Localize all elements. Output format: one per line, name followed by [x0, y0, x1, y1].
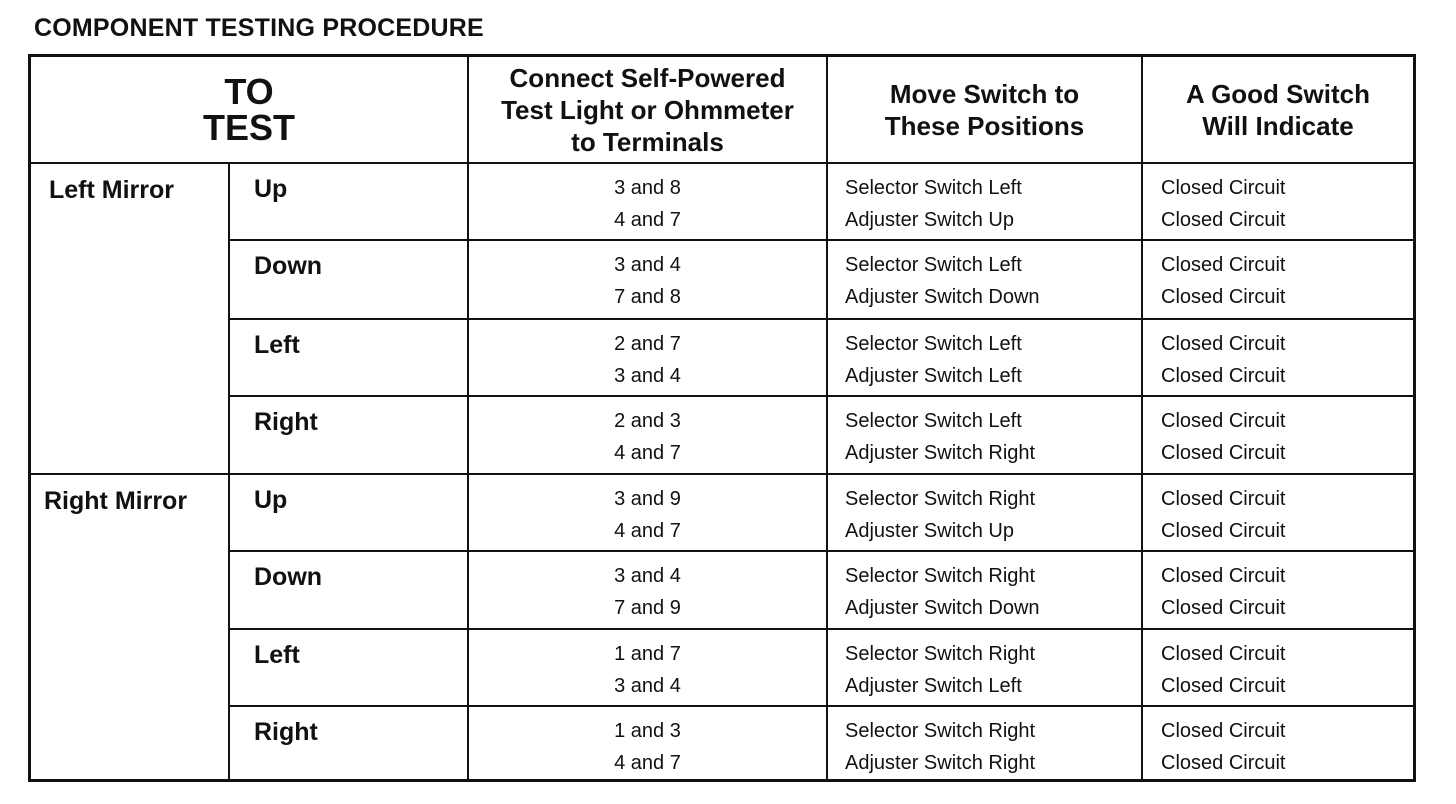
direction-label — [254, 486, 287, 515]
switch-position: Selector Switch Left — [845, 177, 1022, 199]
header-move-line1: Move Switch to — [889, 79, 1080, 109]
expected-indication: Closed Circuit — [1161, 333, 1286, 355]
terminal-pair: 7 and 8 — [614, 286, 681, 308]
expected-indications — [1161, 328, 1285, 392]
row-divider — [229, 395, 1413, 397]
expected-indications — [1161, 172, 1285, 236]
expected-indication: Closed Circuit — [1161, 254, 1286, 276]
terminal-pairs — [469, 249, 826, 313]
expected-indications — [1161, 638, 1285, 702]
column-divider-terminals — [467, 57, 469, 780]
group-divider — [31, 473, 1413, 475]
expected-indications — [1161, 560, 1285, 624]
group-name: Left Mirror — [49, 176, 174, 204]
terminal-pairs — [469, 715, 826, 779]
terminal-pair: 4 and 7 — [614, 442, 681, 464]
expected-indications — [1161, 483, 1285, 547]
switch-position: Adjuster Switch Left — [845, 675, 1022, 697]
header-connect-line3: to Terminals — [571, 127, 724, 157]
row-divider — [229, 239, 1413, 241]
direction-label — [254, 408, 318, 437]
switch-position: Adjuster Switch Left — [845, 365, 1022, 387]
header-connect-line2: Test Light or Ohmmeter — [501, 95, 794, 125]
switch-position: Adjuster Switch Up — [845, 209, 1014, 231]
switch-position: Adjuster Switch Down — [845, 286, 1040, 308]
terminal-pairs — [469, 328, 826, 392]
terminal-pair: 3 and 9 — [614, 488, 681, 510]
direction-text: Left — [254, 641, 300, 669]
header-connect-line1: Connect Self-Powered — [509, 63, 786, 93]
direction-text: Down — [254, 252, 323, 280]
direction-label — [254, 252, 322, 281]
switch-position: Selector Switch Left — [845, 254, 1022, 276]
row-divider — [229, 318, 1413, 320]
expected-indication: Closed Circuit — [1161, 209, 1286, 231]
switch-positions — [845, 483, 1035, 547]
expected-indication: Closed Circuit — [1161, 286, 1286, 308]
switch-positions — [845, 638, 1035, 702]
direction-text: Left — [254, 331, 300, 359]
expected-indication: Closed Circuit — [1161, 675, 1286, 697]
switch-position: Selector Switch Left — [845, 410, 1022, 432]
terminal-pair: 4 and 7 — [614, 209, 681, 231]
switch-position: Selector Switch Right — [845, 643, 1036, 665]
expected-indication: Closed Circuit — [1161, 177, 1286, 199]
group-name: Right Mirror — [44, 487, 188, 515]
expected-indication: Closed Circuit — [1161, 752, 1286, 774]
expected-indication: Closed Circuit — [1161, 720, 1286, 742]
direction-label — [254, 175, 287, 204]
header-good-switch — [1143, 57, 1413, 163]
switch-positions — [845, 560, 1040, 624]
switch-position: Adjuster Switch Down — [845, 597, 1040, 619]
terminal-pair: 3 and 4 — [614, 254, 681, 276]
switch-positions — [845, 328, 1022, 392]
direction-label — [254, 641, 300, 670]
switch-position: Adjuster Switch Up — [845, 520, 1014, 542]
terminal-pair: 1 and 7 — [614, 643, 681, 665]
terminal-pairs — [469, 483, 826, 547]
terminal-pair: 7 and 9 — [614, 597, 681, 619]
switch-positions — [845, 249, 1040, 313]
expected-indications — [1161, 405, 1285, 469]
expected-indication: Closed Circuit — [1161, 565, 1286, 587]
switch-position: Adjuster Switch Right — [845, 442, 1036, 464]
switch-position: Selector Switch Right — [845, 488, 1036, 510]
header-good-line1: A Good Switch — [1186, 79, 1370, 109]
header-good-line2: Will Indicate — [1202, 111, 1354, 141]
header-move-switch — [828, 57, 1141, 163]
expected-indication: Closed Circuit — [1161, 520, 1286, 542]
expected-indications — [1161, 715, 1285, 779]
direction-text: Right — [254, 408, 318, 436]
switch-positions — [845, 172, 1022, 236]
column-divider-indications — [1141, 57, 1143, 780]
switch-position: Selector Switch Left — [845, 333, 1022, 355]
terminal-pair: 4 and 7 — [614, 520, 681, 542]
expected-indication: Closed Circuit — [1161, 442, 1286, 464]
terminal-pair: 3 and 4 — [614, 365, 681, 387]
terminal-pair: 3 and 8 — [614, 177, 681, 199]
row-divider — [229, 705, 1413, 707]
terminal-pairs — [469, 560, 826, 624]
direction-text: Up — [254, 486, 288, 514]
group-label-left-mirror — [49, 176, 219, 205]
expected-indication: Closed Circuit — [1161, 643, 1286, 665]
header-to-test-line2: TEST — [202, 107, 295, 148]
terminal-pair: 1 and 3 — [614, 720, 681, 742]
direction-label — [254, 563, 322, 592]
expected-indication: Closed Circuit — [1161, 597, 1286, 619]
direction-label — [254, 331, 300, 360]
expected-indication: Closed Circuit — [1161, 410, 1286, 432]
switch-position: Selector Switch Right — [845, 720, 1036, 742]
expected-indication: Closed Circuit — [1161, 365, 1286, 387]
direction-text: Up — [254, 175, 288, 203]
direction-text: Down — [254, 563, 323, 591]
direction-text: Right — [254, 718, 318, 746]
direction-label — [254, 718, 318, 747]
header-divider — [31, 162, 1413, 164]
expected-indications — [1161, 249, 1285, 313]
group-label-right-mirror — [44, 487, 224, 516]
header-to-test — [31, 57, 467, 163]
row-divider — [229, 550, 1413, 552]
page-title: COMPONENT TESTING PROCEDURE — [34, 14, 484, 42]
switch-position: Adjuster Switch Right — [845, 752, 1036, 774]
terminal-pairs — [469, 172, 826, 236]
terminal-pair: 3 and 4 — [614, 565, 681, 587]
switch-positions — [845, 715, 1035, 779]
header-to-test-line1: TO — [224, 71, 274, 112]
terminal-pair: 2 and 7 — [614, 333, 681, 355]
switch-positions — [845, 405, 1035, 469]
column-divider-direction — [228, 164, 230, 780]
row-divider — [229, 628, 1413, 630]
switch-position: Selector Switch Right — [845, 565, 1036, 587]
terminal-pair: 4 and 7 — [614, 752, 681, 774]
terminal-pair: 3 and 4 — [614, 675, 681, 697]
expected-indication: Closed Circuit — [1161, 488, 1286, 510]
terminal-pairs — [469, 638, 826, 702]
terminal-pair: 2 and 3 — [614, 410, 681, 432]
column-divider-positions — [826, 57, 828, 780]
header-connect-terminals — [469, 57, 826, 163]
terminal-pairs — [469, 405, 826, 469]
header-move-line2: These Positions — [884, 111, 1085, 141]
